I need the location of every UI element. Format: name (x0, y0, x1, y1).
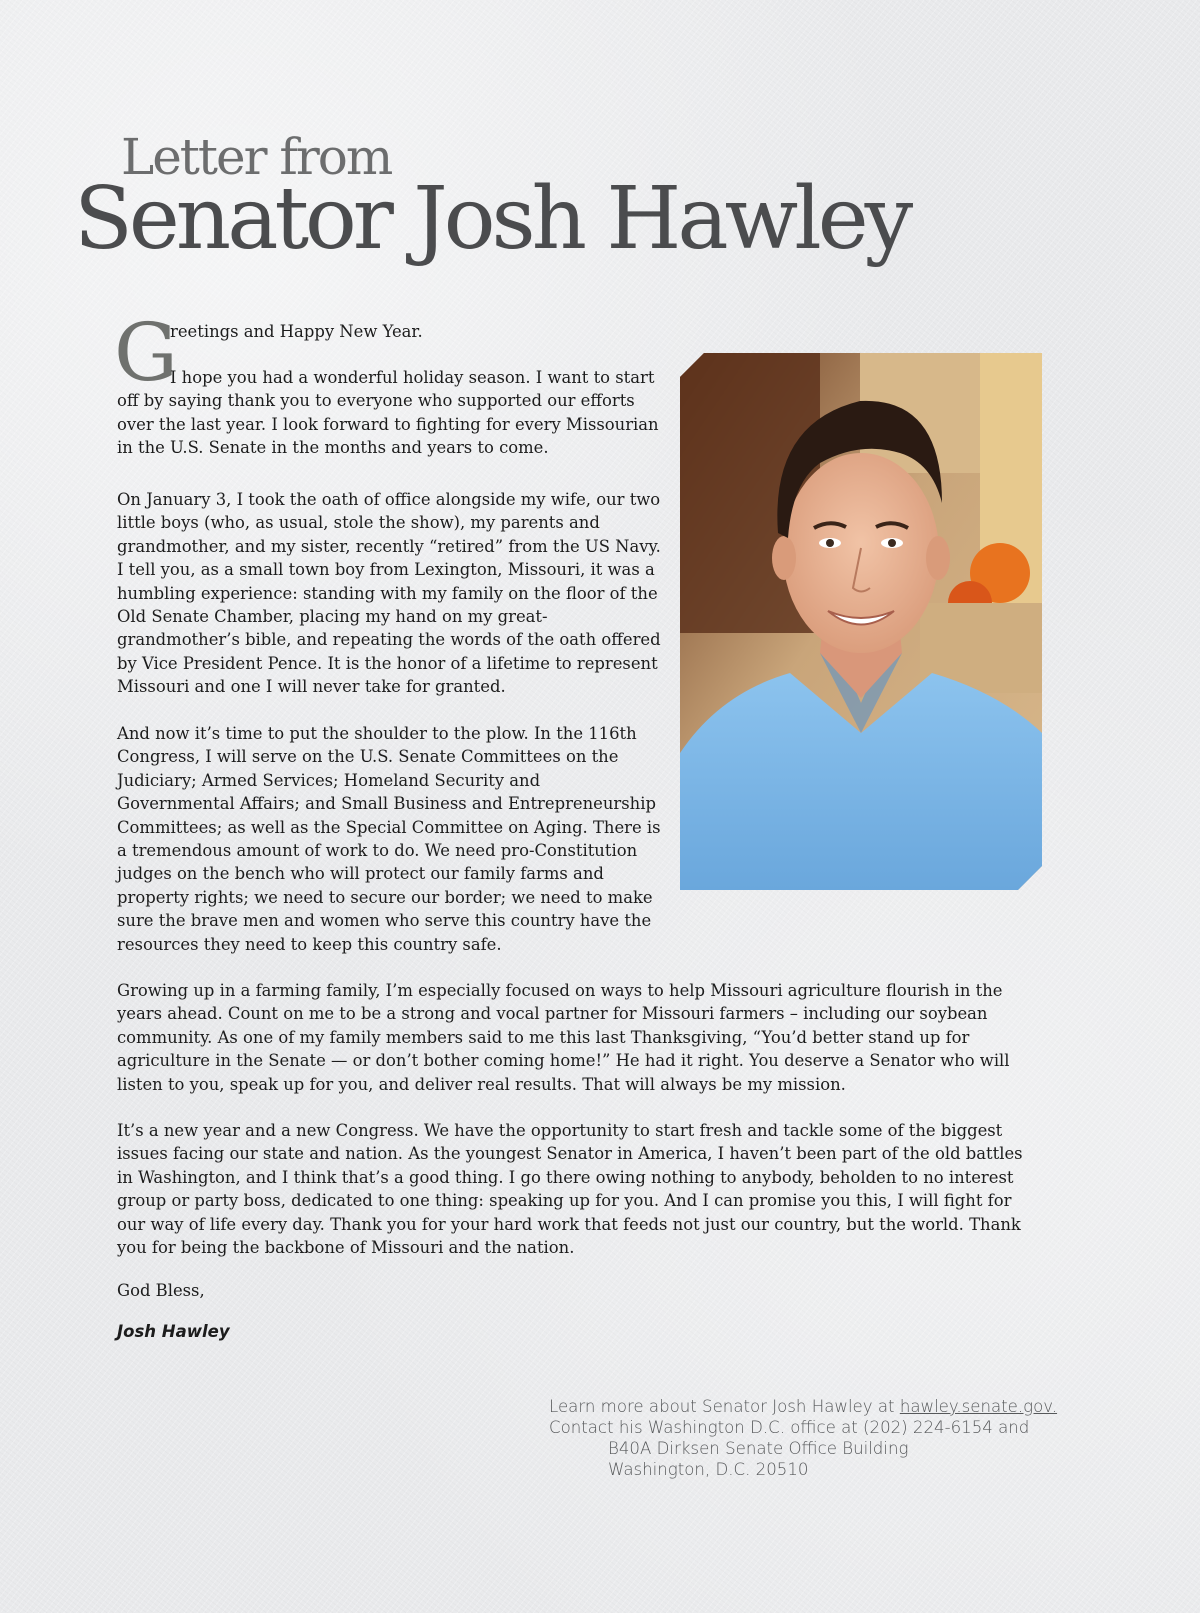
footer-contact-phone: Contact his Washington D.C. office at (202) 224-6154 and (549, 1418, 1030, 1437)
paragraph-new-year: It’s a new year and a new Congress. We have the opportunity to start fresh and tackle some of the biggest issues facing our state and nation. As the youngest Senator in America, I haven’t been part of the old battles in Washington, and I think that’s a good thing. I go there owing nothing to anybody, beholden to no interest group or party boss, dedicated to one thing: speaking up for you. And I can promise you this, I will fight for our way of life every day. Thank you for your hard work that feeds not just our country, but the world. Thank you for being the backbone of Missouri and the nation. (117, 1121, 1023, 1258)
footer-contact (549, 1396, 1057, 1480)
page-title: Senator Josh Hawley (74, 169, 910, 269)
paragraph-committees: And now it’s time to put the shoulder to the plow. In the 116th Congress, I will serve on the U.S. Senate Committees on the Judiciary; Armed Services; Homeland Security and Governmental Affairs; and Small Business and Entrepreneurship Committees; as well as the Special Committee on Aging. There is a tremendous amount of work to do. We need pro-Constitution judges on the bench who will protect our family farms and property rights; we need to secure our border; we need to make sure the brave men and women who serve this country have the resources they need to keep this country safe. (117, 724, 661, 954)
paragraph-intro: I hope you had a wonderful holiday season. I want to start off by saying thank you to everyone who supported our efforts over the last year. I look forward to fighting for every Missourian in the U.S. Senate in the months and years to come. (117, 368, 659, 458)
footer-address-line1: B40A Dirksen Senate Office Building (608, 1439, 909, 1458)
footer-learn-more-text: Learn more about Senator Josh Hawley at (549, 1397, 900, 1416)
footer-learn-more (549, 1396, 1057, 1417)
header-kicker: Letter from (121, 128, 392, 186)
closing-line: God Bless, (117, 1281, 205, 1300)
paragraph-oath: On January 3, I took the oath of office alongside my wife, our two little boys (who, as usual, stole the show), my parents and grandmother, and my sister, recently “retired” from the US Navy. I tell you, as a small town boy from Lexington, Missouri, it was a humbling experience: standing with my family on the floor of the Old Senate Chamber, placing my hand on my great-grandmother’s bible, and repeating the words of the oath offered by Vice President Pence. It is the honor of a lifetime to represent Missouri and one I will never take for granted. (117, 490, 661, 697)
greeting-line: reetings and Happy New Year. (170, 322, 423, 341)
senator-portrait (680, 353, 1042, 890)
paragraph-agriculture: Growing up in a farming family, I’m especially focused on ways to help Missouri agriculture flourish in the years ahead. Count on me to be a strong and vocal partner for Missouri farmers – including our soybean community. As one of my family members said to me this last Thanksgiving, “You’d better stand up for agriculture in the Senate — or don’t bother coming home!” He had it right. You deserve a Senator who will listen to you, speak up for you, and deliver real results. That will always be my mission. (117, 981, 1010, 1094)
signature: Josh Hawley (117, 1322, 230, 1341)
drop-cap: G (114, 306, 178, 399)
website-link[interactable]: hawley.senate.gov. (899, 1397, 1058, 1416)
footer-address-line2: Washington, D.C. 20510 (608, 1460, 809, 1479)
